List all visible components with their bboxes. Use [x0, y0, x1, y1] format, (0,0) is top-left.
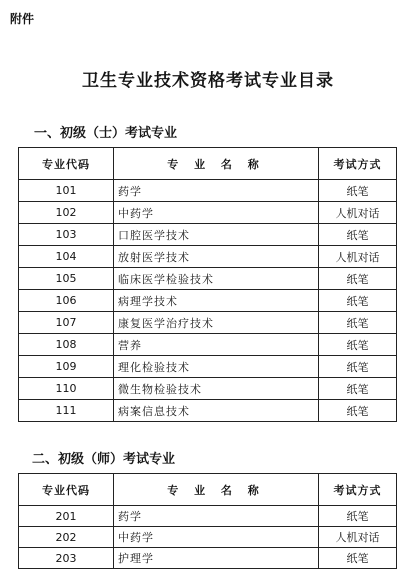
specialty-table-junior-practitioner [18, 473, 397, 569]
table-body [19, 180, 397, 422]
name-cell: 药学 [114, 180, 319, 202]
table-row [19, 548, 397, 569]
mode-cell: 纸笔 [319, 548, 397, 569]
header-mode: 考试方式 [319, 148, 397, 180]
code-cell: 111 [19, 400, 114, 422]
table-row [19, 224, 397, 246]
table-header-row [19, 474, 397, 506]
mode-cell: 人机对话 [319, 527, 397, 548]
name-cell: 中药学 [114, 202, 319, 224]
attachment-label: 附件 [10, 12, 35, 26]
mode-cell: 纸笔 [319, 378, 397, 400]
name-cell: 口腔医学技术 [114, 224, 319, 246]
name-cell: 临床医学检验技术 [114, 268, 319, 290]
code-cell: 108 [19, 334, 114, 356]
code-cell: 104 [19, 246, 114, 268]
table-header-row [19, 148, 397, 180]
mode-cell: 纸笔 [319, 506, 397, 527]
name-cell: 康复医学治疗技术 [114, 312, 319, 334]
table-row [19, 334, 397, 356]
header-code: 专业代码 [19, 148, 114, 180]
mode-cell: 人机对话 [319, 202, 397, 224]
table-row [19, 202, 397, 224]
section-title-junior-shi-practitioner: 二、初级（师）考试专业 [32, 452, 176, 467]
code-cell: 109 [19, 356, 114, 378]
header-code: 专业代码 [19, 474, 114, 506]
table-row [19, 527, 397, 548]
name-cell: 药学 [114, 506, 319, 527]
header-mode: 考试方式 [319, 474, 397, 506]
header-name: 专 业 名 称 [114, 148, 319, 180]
code-cell: 203 [19, 548, 114, 569]
table-row [19, 356, 397, 378]
name-cell: 理化检验技术 [114, 356, 319, 378]
table-row [19, 378, 397, 400]
name-cell: 病理学技术 [114, 290, 319, 312]
specialty-table-junior-shi [18, 147, 397, 422]
name-cell: 营养 [114, 334, 319, 356]
table-row [19, 268, 397, 290]
code-cell: 202 [19, 527, 114, 548]
code-cell: 201 [19, 506, 114, 527]
mode-cell: 纸笔 [319, 268, 397, 290]
name-cell: 护理学 [114, 548, 319, 569]
mode-cell: 纸笔 [319, 312, 397, 334]
table-row [19, 246, 397, 268]
mode-cell: 纸笔 [319, 224, 397, 246]
name-cell: 放射医学技术 [114, 246, 319, 268]
code-cell: 103 [19, 224, 114, 246]
mode-cell: 纸笔 [319, 180, 397, 202]
mode-cell: 纸笔 [319, 334, 397, 356]
code-cell: 107 [19, 312, 114, 334]
code-cell: 105 [19, 268, 114, 290]
document-title: 卫生专业技术资格考试专业目录 [82, 71, 334, 91]
code-cell: 102 [19, 202, 114, 224]
name-cell: 中药学 [114, 527, 319, 548]
table-row [19, 312, 397, 334]
code-cell: 110 [19, 378, 114, 400]
table-row [19, 506, 397, 527]
code-cell: 101 [19, 180, 114, 202]
name-cell: 病案信息技术 [114, 400, 319, 422]
name-cell: 微生物检验技术 [114, 378, 319, 400]
mode-cell: 纸笔 [319, 356, 397, 378]
header-name: 专 业 名 称 [114, 474, 319, 506]
table-row [19, 180, 397, 202]
table-row [19, 400, 397, 422]
table-body [19, 506, 397, 569]
mode-cell: 人机对话 [319, 246, 397, 268]
table-row [19, 290, 397, 312]
mode-cell: 纸笔 [319, 290, 397, 312]
section-title-junior-shi: 一、初级（士）考试专业 [34, 126, 178, 141]
code-cell: 106 [19, 290, 114, 312]
mode-cell: 纸笔 [319, 400, 397, 422]
